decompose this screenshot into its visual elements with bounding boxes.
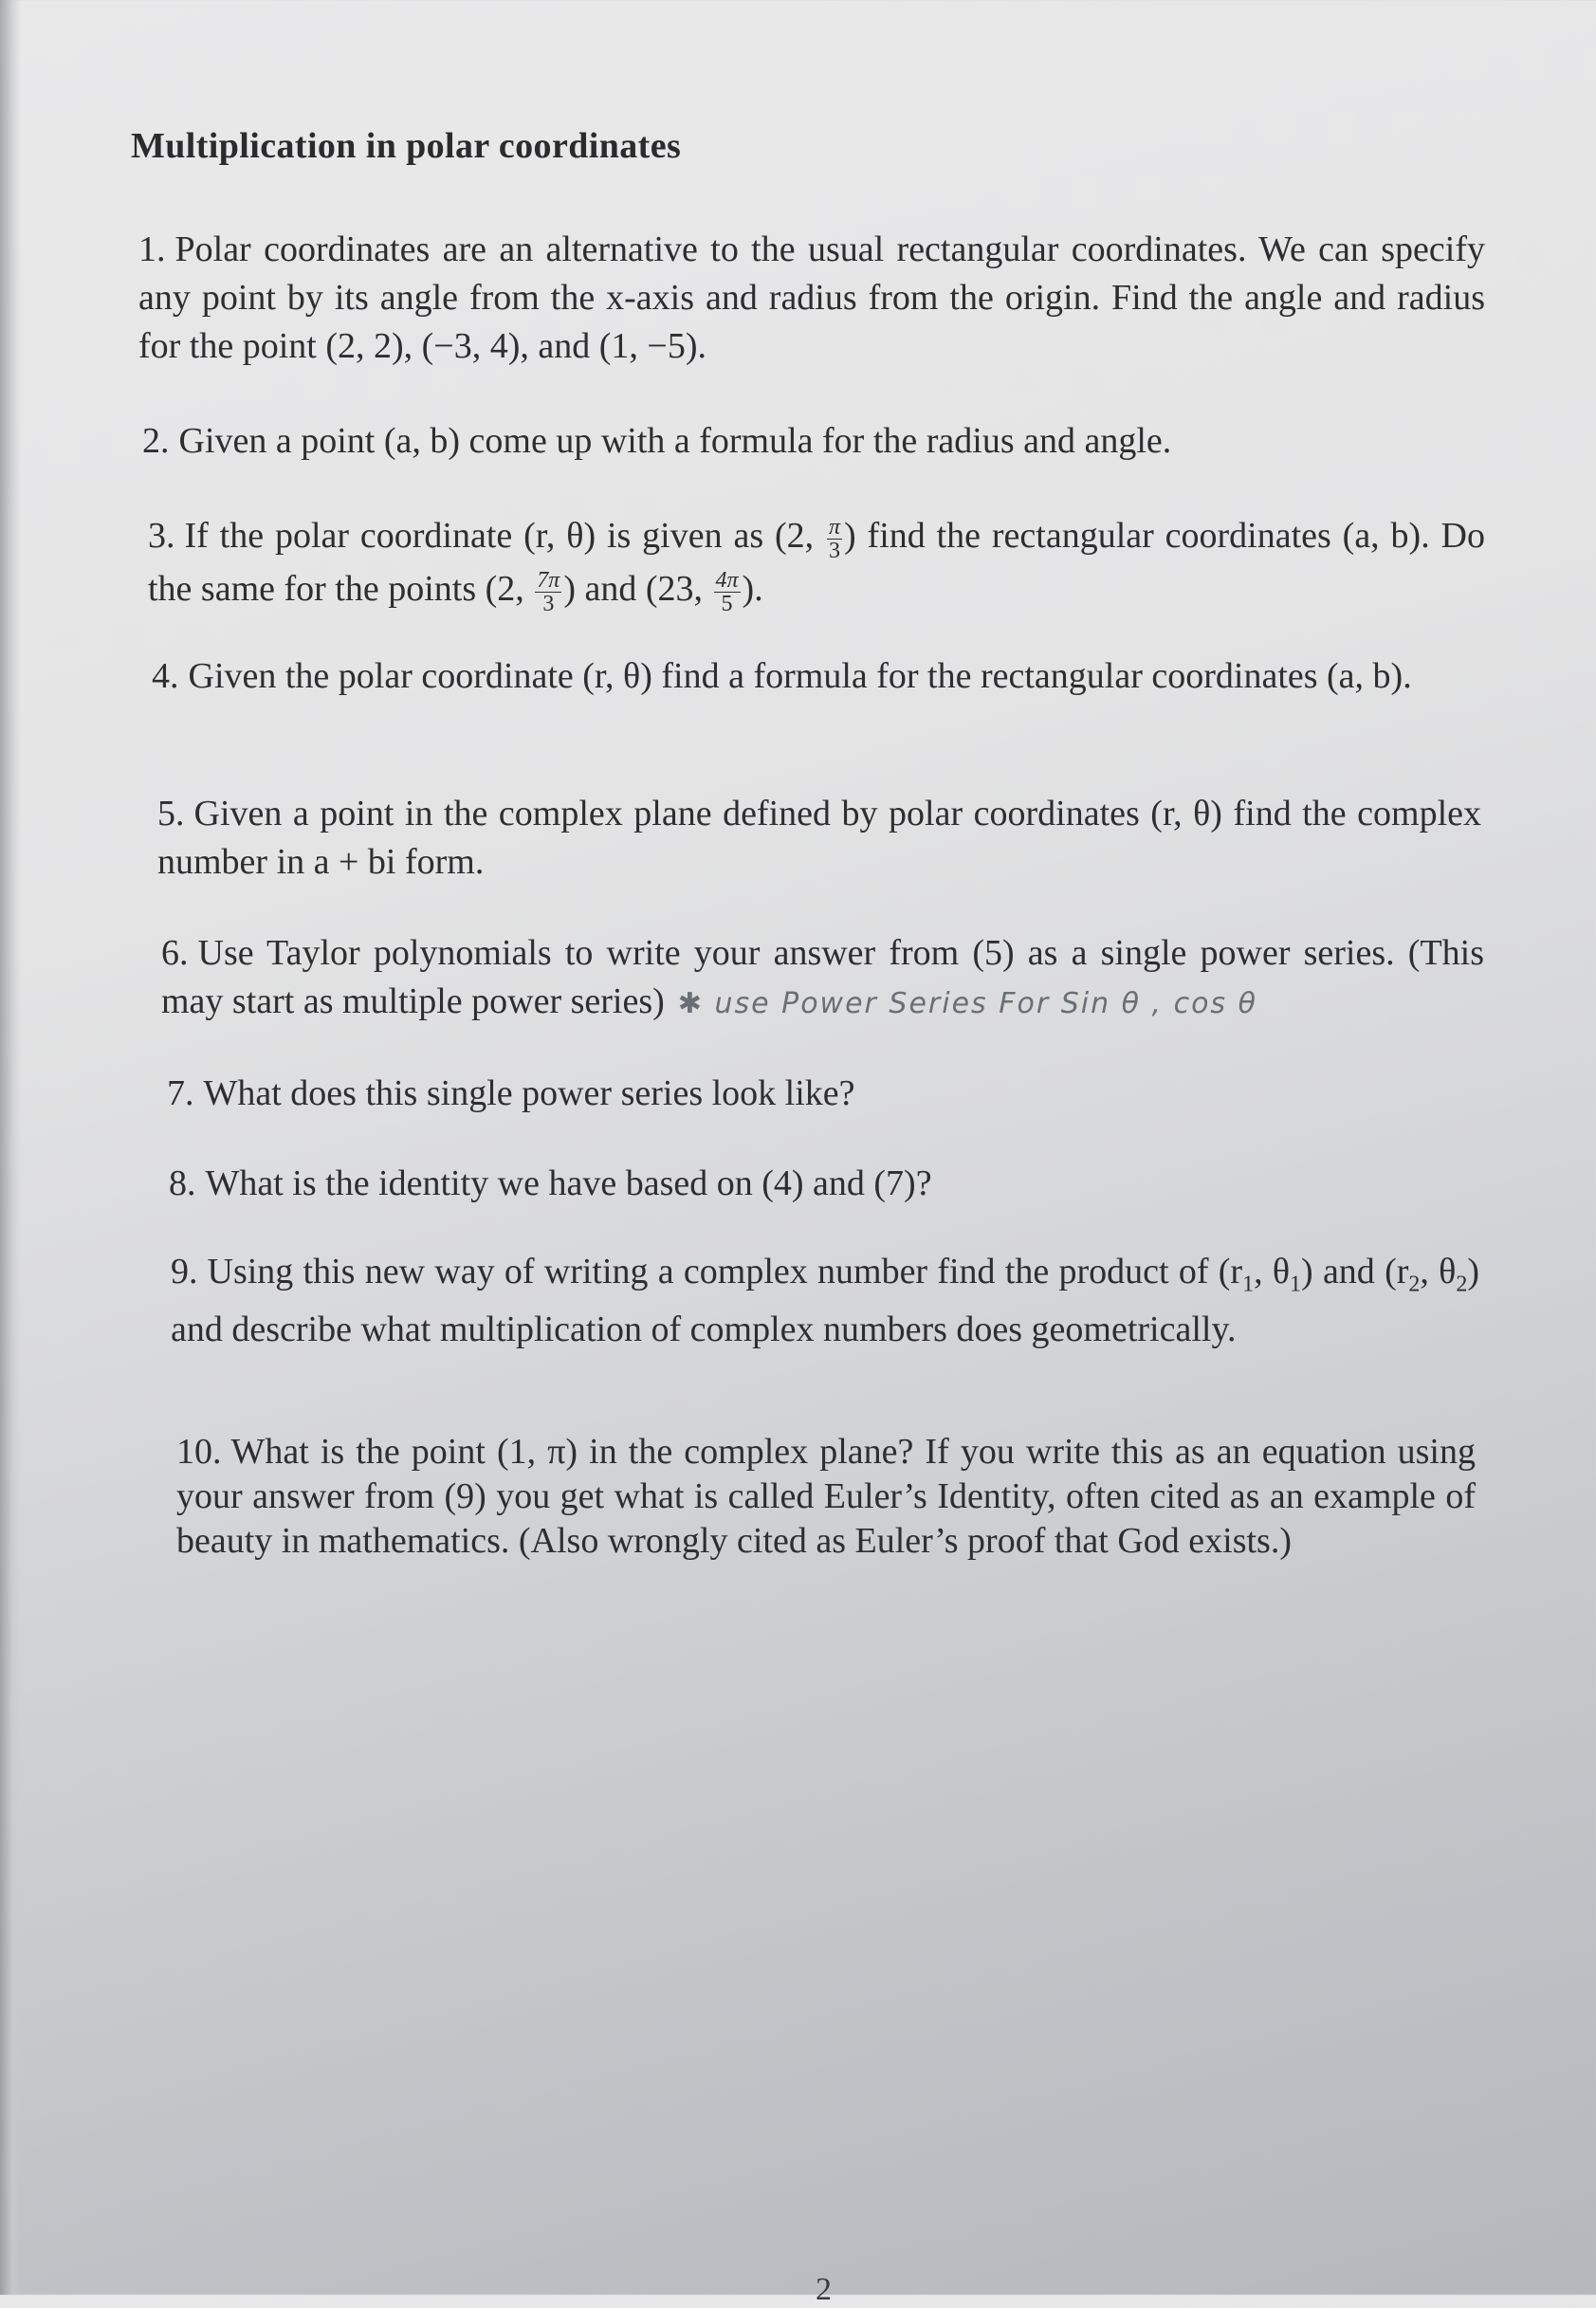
- question-text-pre: Using this new way of writing a complex number find the product of (r: [207, 1252, 1243, 1291]
- question-8: [169, 1160, 1477, 1208]
- fraction-7pi-over-3: $\frac{7\pi}{3}$: [537, 567, 560, 616]
- page-number: 2: [816, 2272, 832, 2307]
- question-3: [148, 509, 1485, 615]
- question-2: [142, 417, 1470, 466]
- question-number: 1.: [138, 229, 166, 269]
- question-number: 9.: [171, 1252, 198, 1291]
- question-text: What does this single power series look like?: [203, 1073, 855, 1113]
- question-6: [161, 929, 1484, 1028]
- question-text: Given a point in the complex plane defined by polar coordinates (r, θ) find the complex number in a + bi form.: [157, 794, 1481, 882]
- question-number: 8.: [169, 1163, 196, 1203]
- question-text-pre: If the polar coordinate (r, θ) is given as (2,: [184, 516, 815, 556]
- question-10: [176, 1430, 1476, 1564]
- question-text: What is the point (1, π) in the complex plane? If you write this as an equation using your answer from (9) you get what is called Euler’s Identity, often cited as an example of beauty in mathematics. (Also wrongly cited as Euler’s proof that God exists.): [176, 1432, 1476, 1561]
- page-title: Multiplication in polar coordinates: [131, 126, 682, 166]
- question-text: Given the polar coordinate (r, θ) find a formula for the rectangular coordinates (a, b).: [188, 656, 1412, 696]
- question-5: [157, 790, 1481, 887]
- question-text: Given a point (a, b) come up with a formula for the radius and angle.: [178, 421, 1172, 461]
- question-4: [152, 652, 1479, 701]
- question-text-post: ).: [742, 569, 763, 609]
- question-text-mid2: ) and (23,: [563, 569, 704, 609]
- question-number: 4.: [152, 656, 179, 696]
- question-number: 2.: [142, 421, 170, 461]
- fraction-pi-over-3: $\frac{\pi}{3}$: [829, 514, 841, 563]
- question-7: [167, 1070, 1476, 1118]
- handwritten-note: ✱ use Power Series For Sin θ , cos θ: [677, 987, 1257, 1020]
- fraction-4pi-over-5: $\frac{4\pi}{5}$: [715, 567, 739, 616]
- question-1: [138, 226, 1485, 371]
- question-text-mid: ) find the rectangular coordinates (a, b). Do the same for the points (2,: [148, 516, 1485, 609]
- question-text: What is the identity we have based on (4) and (7)?: [205, 1163, 932, 1203]
- question-number: 6.: [161, 933, 189, 973]
- question-9: 9. Using this new way of writing a complex number find the product of ($r_1$, $\theta_1$) and ($r_2$, $\theta_2$) and describe what multiplication of complex numbers does geometrically.: [171, 1252, 1480, 1349]
- question-number: 3.: [148, 516, 175, 556]
- question-number: 5.: [157, 794, 185, 833]
- question-number: 10.: [176, 1432, 222, 1472]
- page-edge-shadow: [0, 0, 21, 2295]
- question-text: Use Taylor polynomials to write your answer from (5) as a single power series. (This may start as multiple power series): [161, 933, 1484, 1021]
- question-text-post: ) and describe what multiplication of complex numbers does geometrically.: [171, 1252, 1480, 1349]
- question-text: Polar coordinates are an alternative to the usual rectangular coordinates. We can specify any point by its angle from the x-axis and radius from the origin. Find the angle and radius for the point (2, 2), (−3, 4), and (1, −5).: [138, 229, 1485, 366]
- question-number: 7.: [167, 1073, 194, 1113]
